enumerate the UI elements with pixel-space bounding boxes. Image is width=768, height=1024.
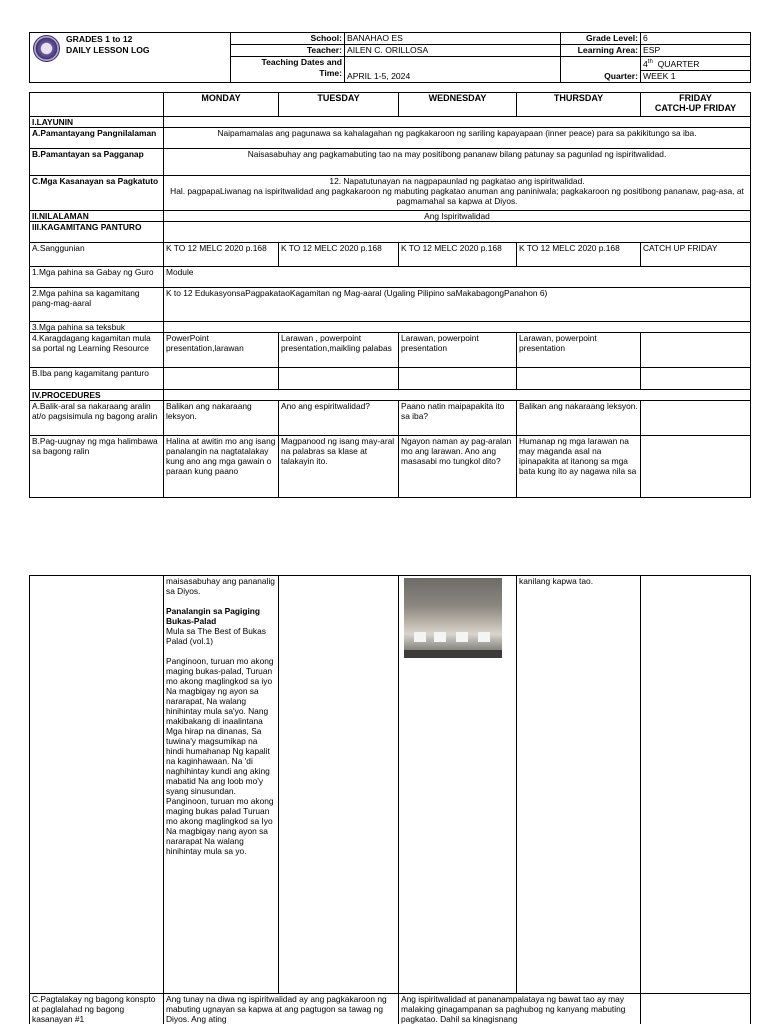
empty-cell [399, 368, 517, 390]
teacher-value: AILEN C. ORILLOSA [345, 45, 561, 57]
school-value: BANAHAO ES [345, 33, 561, 45]
empty-cell [164, 117, 751, 128]
monday-cont-text: maisasabuhay ang pananalig sa Diyos. [166, 576, 275, 596]
friday-label: FRIDAY [679, 93, 712, 103]
section-layunin: I.LAYUNIN [30, 117, 164, 128]
section-kagamitan: III.KAGAMITANG PANTURO [30, 222, 164, 243]
empty-cell [164, 390, 751, 401]
empty-cell [30, 576, 164, 994]
label-learning-resource: 4.Karagdagang kagamitan mula sa portal ng Learning Resource [30, 333, 164, 368]
title-line-1: GRADES 1 to 12 [66, 34, 133, 44]
day-thursday: THURSDAY [517, 93, 641, 117]
lesson-table-page2 [29, 575, 751, 1024]
uugnay-tue: Magpanood ng isang may-aral na palabras sa klase at talakayin ito. [279, 436, 399, 498]
thursday-continuation: kanilang kapwa tao. [517, 576, 641, 994]
dates-label [231, 57, 345, 83]
text-kagamitan-mag-aaral: K to 12 EdukasyonsaPagpakataoKagamitan ng Mag-aaral (Ugaling Pilipino saMakabagongPanahon 6) [164, 288, 751, 322]
label-kasanayan: C.Mga Kasanayan sa Pagkatuto [30, 176, 164, 211]
sanggunian-fri: CATCH UP FRIDAY [641, 243, 751, 267]
sanggunian-mon: K TO 12 MELC 2020 p.168 [164, 243, 279, 267]
empty-cell [279, 576, 399, 994]
empty-cell [641, 401, 751, 436]
prayer-title: Panalangin sa Pagiging Bukas-Palad [166, 606, 261, 626]
label-kagamitan-mag-aaral: 2.Mga pahina sa kagamitang pang-mag-aaral [30, 288, 164, 322]
label-iba-pang-kagamitan: B.Iba pang kagamitang panturo [30, 368, 164, 390]
day-wednesday: WEDNESDAY [399, 93, 517, 117]
label-pag-uugnay: B.Pag-uugnay ng mga halimbawa sa bagong ralin [30, 436, 164, 498]
empty-cell [641, 576, 751, 994]
quarter-word: QUARTER [657, 58, 700, 69]
dates-value: APRIL 1-5, 2024 [345, 57, 561, 83]
wednesday-picture-cell [399, 576, 517, 994]
catchup-friday-label: CATCH-UP FRIDAY [654, 103, 737, 113]
kasanayan-line1: 12. Napatutunayan na nagpapaunlad ng pagkatao ang ispiritwalidad. [329, 176, 585, 186]
pagtalakay-wed-thu: Ang ispiritwalidad at pananampalataya ng bawat tao ay may malaking ginagampanan sa paghubog ng kanyang mabuting pagkatao. Dahil sa kinagisnang [399, 994, 641, 1024]
label-teksbuk: 3.Mga pahina sa teksbuk [30, 322, 164, 333]
label-gabay: 1.Mga pahina sa Gabay ng Guro [30, 267, 164, 288]
quarter-label: Quarter: [561, 57, 641, 83]
empty-cell [164, 368, 279, 390]
lr-mon: PowerPoint presentation,larawan [164, 333, 279, 368]
text-pamantayang-pangnilalaman: Naipamamalas ang pagunawa sa kahalagahan ng pagkakaroon ng sariling kapayapaan (inner peace) para sa pakikitungo sa iba. [164, 128, 751, 149]
text-nilalaman: Ang Ispiritwalidad [164, 211, 751, 222]
uugnay-wed: Ngayon naman ay pag-aralan mo ang larawan. Ano ang masasabi mo tungkol dito? [399, 436, 517, 498]
lr-wed: Larawan, powerpoint presentation [399, 333, 517, 368]
sanggunian-wed: K TO 12 MELC 2020 p.168 [399, 243, 517, 267]
balik-thu: Balikan ang nakaraang leksyon. [517, 401, 641, 436]
text-pamantayan-pagganap: Naisasabuhay ang pagkamabuting tao na may positibong pananaw bilang patunay sa pagunlad ng ispiritwalidad. [164, 149, 751, 176]
grade-label: Grade Level: [561, 33, 641, 45]
week-value: WEEK 1 [641, 70, 751, 82]
logo-cell [30, 33, 231, 83]
quarter-number: 4 [643, 58, 648, 69]
empty-cell [641, 368, 751, 390]
empty-cell [641, 333, 751, 368]
prayer-body: Panginoon, turuan mo akong maging bukas-palad, Turuan mo akong maglingkod sa iyo Na magbigay ng ayon sa nararapat, Na walang hinihintay mula sa'yo. Nang makibakang di inaalintana Mga hirap na dinanas, Sa tuwina'y magsumikap na hindi humahanap Ng kapalit na kaginhawaan. Na 'di naghihintay kundi ang aking mabatid Na ang loob mo'y syang sinusundan. Panginoon, turuan mo akong maging bukas palad Turuan mo akong maglingkod sa Iyo Na magbigay nang ayon sa nararapat Na walang hinihintay mula sa yo. [166, 656, 274, 856]
empty-cell [641, 436, 751, 498]
empty-cell [641, 994, 751, 1024]
dates-label-line1: Teaching Dates and [261, 57, 342, 67]
area-value: ESP [641, 45, 751, 57]
classroom-photo [404, 578, 502, 658]
area-label: Learning Area: [561, 45, 641, 57]
label-pamantayang-pangnilalaman: A.Pamantayang Pangnilalaman [30, 128, 164, 149]
section-procedures: IV.PROCEDURES [30, 390, 164, 401]
text-kasanayan [164, 176, 751, 211]
day-monday: MONDAY [164, 93, 279, 117]
empty-cell [164, 222, 751, 243]
label-pagtalakay: C.Pagtalakay ng bagong konspto at paglalahad ng bagong kasanayan #1 [30, 994, 164, 1024]
balik-tue: Ano ang espiritwalidad? [279, 401, 399, 436]
day-friday [641, 93, 751, 117]
balik-wed: Paano natin maipapakita ito sa iba? [399, 401, 517, 436]
document-title [66, 34, 150, 56]
uugnay-thu: Humanap ng mga larawan na may maganda asal na ipinapakita at itanong sa mga bata kung ito ay nagawa nila sa [517, 436, 641, 498]
lr-thu: Larawan, powerpoint presentation [517, 333, 641, 368]
teacher-label: Teacher: [231, 45, 345, 57]
balik-mon: Balikan ang nakaraang leksyon. [164, 401, 279, 436]
corner-cell [30, 93, 164, 117]
text-gabay: Module [164, 267, 751, 288]
label-sanggunian: A.Sanggunian [30, 243, 164, 267]
pagtalakay-mon-tue: Ang tunay na diwa ng ispiritwalidad ay ang pagkakaroon ng mabuting ugnayan sa kapwa at ang pagtugon sa tawag ng Diyos. Ang ating [164, 994, 399, 1024]
sanggunian-thu: K TO 12 MELC 2020 p.168 [517, 243, 641, 267]
quarter-sup: th [647, 59, 653, 65]
header-table [29, 32, 751, 83]
label-balik-aral: A.Balik-aral sa nakaraang aralin at/o pagsisimula ng bagong aralin [30, 401, 164, 436]
title-line-2: DAILY LESSON LOG [66, 45, 150, 55]
monday-continuation [164, 576, 279, 994]
deped-seal-logo [33, 35, 60, 62]
lesson-table-page1 [29, 92, 751, 498]
label-pamantayan-pagganap: B.Pamantayan sa Pagganap [30, 149, 164, 176]
dates-label-line2: Time: [319, 68, 342, 78]
section-nilalaman: II.NILALAMAN [30, 211, 164, 222]
empty-cell [517, 368, 641, 390]
day-tuesday: TUESDAY [279, 93, 399, 117]
quarter-value [641, 57, 751, 71]
prayer-source: Mula sa The Best of Bukas Palad (vol.1) [166, 626, 266, 646]
sanggunian-tue: K TO 12 MELC 2020 p.168 [279, 243, 399, 267]
school-label: School: [231, 33, 345, 45]
empty-cell [279, 368, 399, 390]
grade-value: 6 [641, 33, 751, 45]
empty-cell [164, 322, 751, 333]
kasanayan-line2: Hal. pagpapaLiwanag na ispiritwalidad ang pagkakaroon ng mabuting pagkatao anuman ang paniniwala; pagkakaroon ng positibong pananaw, pag-asa, at pagmamahal sa kapwa at Diyos. [170, 186, 744, 206]
uugnay-mon: Halina at awitin mo ang isang panalangin na nagtatalakay kung ano ang mga gawain o paraan kung paano [164, 436, 279, 498]
lr-tue: Larawan , powerpoint presentation,maikling palabas [279, 333, 399, 368]
